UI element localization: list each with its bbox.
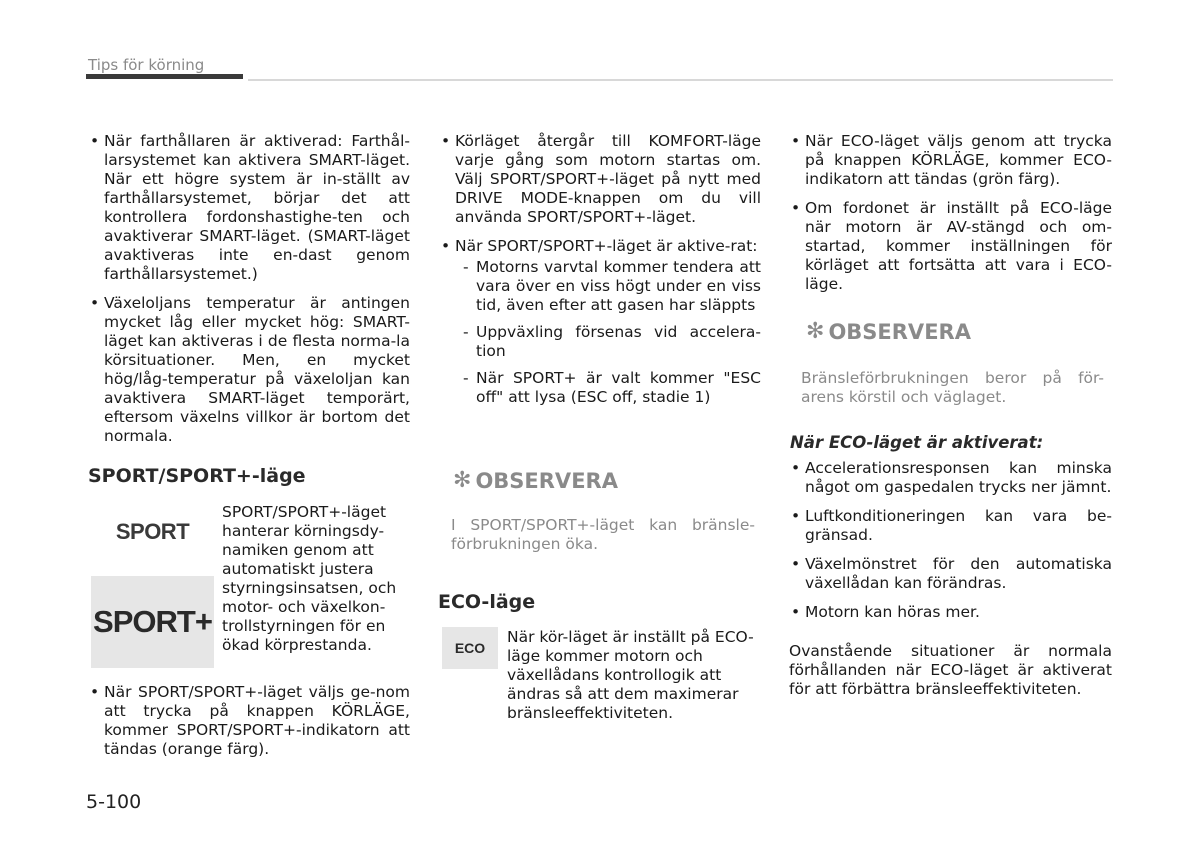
asterisk-icon: ✻ <box>453 468 472 493</box>
eco-description: När kör-läget är inställt på ECO-läge kommer motorn och växellådans kontrollogik att ändras så att dem maximerar bränsleeffektiviteten. <box>507 628 754 722</box>
header-rule-dark <box>86 74 243 79</box>
list-item: • När SPORT/SPORT+-läget är aktive-rat: <box>439 237 761 256</box>
section-title-eco: ECO-läge <box>438 591 536 613</box>
sport-plus-mode-icon: SPORT+ <box>91 576 214 668</box>
section-title-sport: SPORT/SPORT+-läge <box>88 465 306 487</box>
list-item: • Motorn kan höras mer. <box>789 603 1112 622</box>
list-item: • Växeloljans temperatur är antingen mycket låg eller mycket hög: SMART-läget kan aktiveras i de flesta norma-la körsituationer. Men, en mycket hög/låg-temperatur på växeloljan kan avaktivera SMART-läget temporärt, eftersom växelns villkor är bortom det normala. <box>88 294 410 446</box>
header-title: Tips för körning <box>88 56 205 74</box>
dash-item <box>439 323 761 361</box>
dash-item <box>439 369 761 407</box>
list-item: • När farthållaren är aktiverad: Farthål-larsystemet kan aktivera SMART-läget. När ett högre system är in-ställt av farthållarsystemet, börjar det att kontrollera fordonshastighe-ten och avaktiverar SMART-läget. (SMART-läget avaktiveras inte en-dast genom farthållarsystemet.) <box>88 132 410 284</box>
dash-mark: - <box>463 369 469 387</box>
dash-mark: - <box>463 258 469 276</box>
dash-mark: - <box>463 323 469 341</box>
list-item: • Accelerationsresponsen kan minska något om gaspedalen trycks ner jämnt. <box>789 459 1112 497</box>
note-title-sport <box>453 468 618 493</box>
column-2 <box>439 132 761 415</box>
closing-paragraph: Ovanstående situationer är normala förhållanden när ECO-läget är aktiverat för att förbättra bränsleeffektiviteten. <box>789 642 1112 698</box>
list-item: • När ECO-läget väljs genom att trycka på knappen KÖRLÄGE, kommer ECO-indikatorn att tändas (grön färg). <box>789 132 1112 189</box>
dash-text: Motorns varvtal kommer tendera att vara över en viss högt under en viss tid, även efter att gasen har släppts <box>476 258 761 314</box>
column-1 <box>88 132 410 456</box>
eco-mode-icon: ECO <box>442 627 498 669</box>
list-item: • Luftkonditioneringen kan vara be-gränsad. <box>789 507 1112 545</box>
note-text-eco: Bränsleförbrukningen beror på för-arens körstil och väglaget. <box>801 369 1104 406</box>
list-item: • När SPORT/SPORT+-läget väljs ge-nom att trycka på knappen KÖRLÄGE, kommer SPORT/SPORT+-indikatorn att tändas (orange färg). <box>88 683 410 759</box>
header-rule-light <box>248 79 1113 81</box>
asterisk-icon: ✻ <box>806 319 825 344</box>
note-title-eco <box>806 319 971 344</box>
list-item: • Växelmönstret för den automatiska växellådan kan förändras. <box>789 555 1112 593</box>
note-title-text: OBSERVERA <box>828 319 971 344</box>
column-3 <box>789 132 1112 304</box>
dash-text: Uppväxling försenas vid accelera-tion <box>476 323 761 360</box>
list-item: • Om fordonet är inställt på ECO-läge när motorn är AV-stängd och om-startad, kommer inställningen för körläget att fortsätta att vara i ECO-läge. <box>789 199 1112 294</box>
list-item: • Körläget återgår till KOMFORT-läge varje gång som motorn startas om. Välj SPORT/SPORT+-läget på nytt med DRIVE MODE-knappen om du vill använda SPORT/SPORT+-läget. <box>439 132 761 227</box>
sport-description: SPORT/SPORT+-läget hanterar körningsdy-namiken genom att automatiskt justera styrningsinsatsen, och motor- och växelkon-trollstyrningen för en ökad körprestanda. <box>222 503 397 654</box>
note-text-sport: I SPORT/SPORT+-läget kan bränsle-förbrukningen öka. <box>451 516 755 553</box>
column-1-bottom <box>88 683 410 769</box>
eco-active-heading: När ECO-läget är aktiverat: <box>790 433 1044 452</box>
dash-item <box>439 258 761 315</box>
column-3-bottom <box>789 459 1112 699</box>
page-number: 5-100 <box>86 791 142 813</box>
note-title-text: OBSERVERA <box>475 468 618 493</box>
dash-text: När SPORT+ är valt kommer "ESC off" att lysa (ESC off, stadie 1) <box>476 369 761 406</box>
sport-mode-icon: SPORT <box>115 519 190 544</box>
